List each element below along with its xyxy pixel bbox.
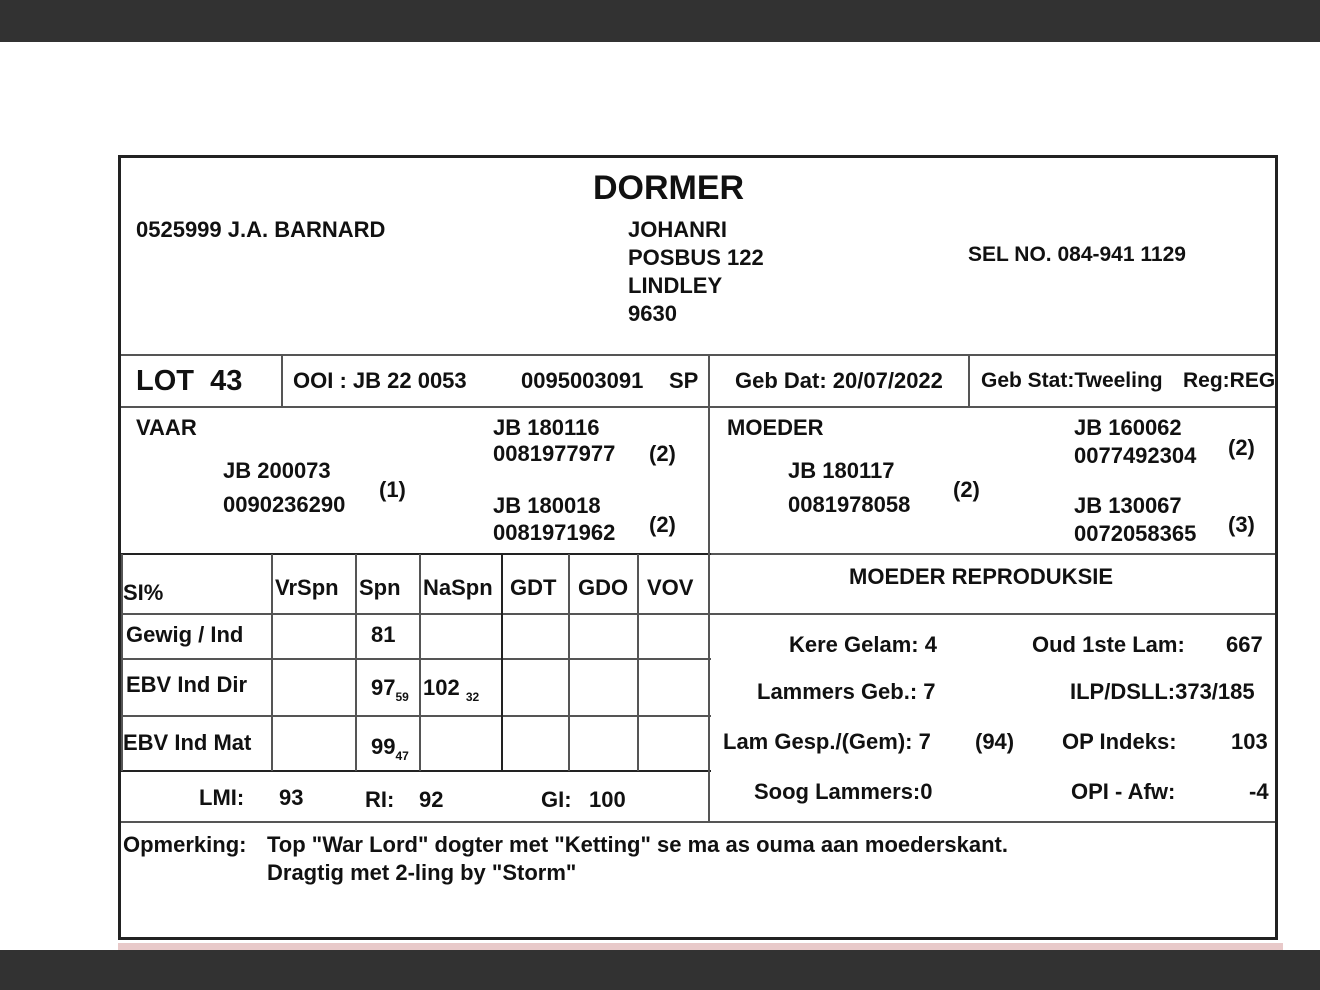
row-spn-value: $97_{59}$ xyxy=(371,675,409,704)
dam-dam-number: 0072058365 xyxy=(1074,521,1197,546)
divider-table-header xyxy=(121,613,711,615)
dam-label: MOEDER xyxy=(727,415,824,440)
ewe-id: OOI : JB 22 0053 xyxy=(293,368,467,393)
divider-pedigree-right xyxy=(711,553,1275,555)
breeder-name: 0525999 J.A. BARNARD xyxy=(136,217,386,242)
oud-value: 667 xyxy=(1226,632,1263,657)
breed-title: DORMER xyxy=(593,169,745,207)
kere-gelam: Kere Gelam: 4 xyxy=(789,632,937,657)
ilp-dsll: ILP/DSLL:373/185 xyxy=(1070,679,1255,704)
lmi-value: 93 xyxy=(279,785,304,810)
op-value: 103 xyxy=(1231,729,1268,754)
header-vrspn: VrSpn xyxy=(275,575,339,600)
lam-gesp-avg: (94) xyxy=(975,729,1015,754)
row-naspn-value: 102 $_{32}$ xyxy=(423,675,480,704)
dam-grade: (2) xyxy=(953,477,980,502)
header-vov: VOV xyxy=(647,575,694,600)
gi-label: GI: xyxy=(541,787,572,812)
divider-repro-title xyxy=(711,613,1275,615)
vline-spn xyxy=(419,554,421,771)
birth-date: Geb Dat: 20/07/2022 xyxy=(735,368,943,393)
row-spn-value: $99_{47}$ xyxy=(371,734,409,763)
row-label: EBV Ind Dir xyxy=(126,672,248,697)
ewe-number: 0095003091 xyxy=(521,368,644,393)
row-label: EBV Ind Mat xyxy=(123,730,252,755)
header-gdt: GDT xyxy=(510,575,557,600)
oud-label: Oud 1ste Lam: xyxy=(1032,632,1185,657)
gi-value: 100 xyxy=(589,787,626,812)
remark-line2: Dragtig met 2-ling by "Storm" xyxy=(267,860,577,885)
sire-sire-grade: (2) xyxy=(649,441,676,466)
header-spn: Spn xyxy=(359,575,401,600)
vline-center xyxy=(708,355,710,822)
dam-number: 0081978058 xyxy=(788,492,911,517)
address-name: JOHANRI xyxy=(628,217,728,242)
soog-lammers: Soog Lammers:0 xyxy=(754,779,933,804)
vline-lot xyxy=(281,355,283,406)
dam-dam-code: JB 130067 xyxy=(1074,493,1182,518)
birth-status: Geb Stat:Tweeling xyxy=(981,369,1163,392)
header-gdo: GDO xyxy=(578,575,629,600)
row-spn-value: 81 xyxy=(371,622,396,647)
address-town: LINDLEY xyxy=(628,273,723,298)
header-si: SI% xyxy=(123,580,164,605)
sire-dam-code: JB 180018 xyxy=(493,493,601,518)
divider-row2 xyxy=(121,715,711,717)
row-label: Gewig / Ind xyxy=(126,622,244,647)
sire-sire-code: JB 180116 xyxy=(493,415,600,440)
remark-label: Opmerking: xyxy=(123,832,247,857)
dam-sire-number: 0077492304 xyxy=(1074,443,1197,468)
repro-title: MOEDER REPRODUKSIE xyxy=(849,564,1114,589)
lam-gesp: Lam Gesp./(Gem): 7 xyxy=(723,729,931,754)
dam-sire-grade: (2) xyxy=(1228,435,1255,460)
address-code: 9630 xyxy=(628,301,677,326)
vline-si xyxy=(271,554,273,771)
divider-remark xyxy=(121,821,1275,823)
op-label: OP Indeks: xyxy=(1062,729,1177,754)
divider-pedigree-left xyxy=(121,553,711,555)
ri-value: 92 xyxy=(419,787,444,812)
divider-lot xyxy=(121,406,1275,408)
lot-label: LOT 43 xyxy=(136,365,243,397)
ewe-grade: SP xyxy=(669,368,699,393)
divider-row1 xyxy=(121,658,711,660)
sire-code: JB 200073 xyxy=(223,458,331,483)
lot-card xyxy=(118,155,1278,940)
registration: Reg:REG xyxy=(1183,369,1276,392)
dam-code: JB 180117 xyxy=(788,458,895,483)
sire-dam-number: 0081971962 xyxy=(493,520,616,545)
vline-birth xyxy=(968,355,970,406)
dam-dam-grade: (3) xyxy=(1228,512,1255,537)
sire-sire-number: 0081977977 xyxy=(493,441,616,466)
ri-label: RI: xyxy=(365,787,395,812)
lmi-label: LMI: xyxy=(199,785,245,810)
vline-gdt xyxy=(568,554,570,771)
header-naspn: NaSpn xyxy=(423,575,493,600)
top-dark-band xyxy=(0,0,1320,42)
dam-sire-code: JB 160062 xyxy=(1074,415,1182,440)
vline-naspn xyxy=(501,554,503,771)
red-footer-line xyxy=(118,943,1283,950)
sire-dam-grade: (2) xyxy=(649,512,676,537)
vline-vrspn xyxy=(355,554,357,771)
remark-line1: Top "War Lord" dogter met "Ketting" se ma as ouma aan moederskant. xyxy=(267,832,1008,857)
opi-value: -4 xyxy=(1249,779,1269,804)
phone-number: SEL NO. 084-941 1129 xyxy=(968,243,1186,266)
divider-header xyxy=(121,354,1275,356)
lammers-geb: Lammers Geb.: 7 xyxy=(757,679,936,704)
bottom-dark-band xyxy=(0,950,1320,990)
sire-number: 0090236290 xyxy=(223,492,346,517)
sire-grade: (1) xyxy=(379,477,406,502)
sire-label: VAAR xyxy=(136,415,197,440)
address-line1: POSBUS 122 xyxy=(628,245,764,270)
vline-gdo xyxy=(637,554,639,771)
divider-table-bottom xyxy=(121,770,711,772)
opi-label: OPI - Afw: xyxy=(1071,779,1176,804)
